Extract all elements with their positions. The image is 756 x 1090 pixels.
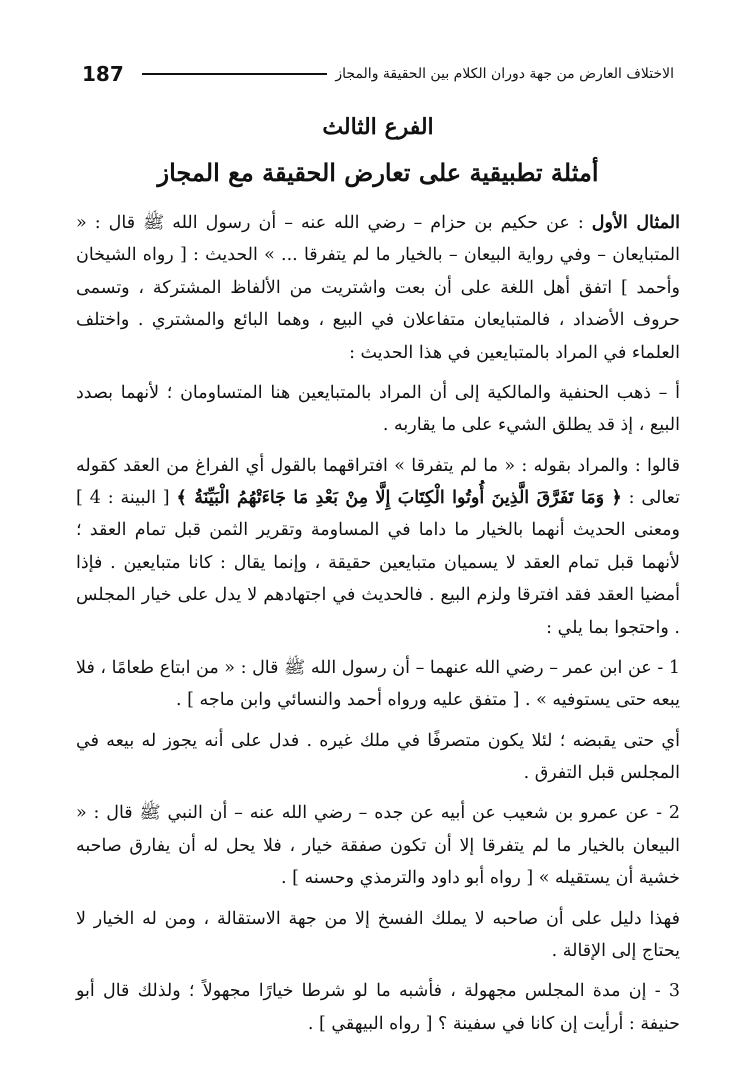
paragraph-text: قالوا : والمراد بقوله : « ما لم يتفرقا » افتراقهما بالقول أي الفراغ من العقد كقوله تعالى : <box>76 455 680 508</box>
header-rule <box>142 73 328 75</box>
paragraph-text: : عن حكيم بن حزام – رضي الله عنه – أن رسول الله ﷺ قال : « المتبايعان – وفي رواية البيعان – بالخيار ما لم يتفرقا ... » الحديث : [ رواه الشيخان وأحمد ] اتفق أهل اللغة على أن بعت واشتريت من الألفاظ المشتركة ، وتسمى حروف الأضداد ، فالمتبايعان متفاعلان في البيع ، وهما البائع والمشتري . واختلف العلماء في المراد بالمتبايعين في هذا الحديث : <box>76 213 680 363</box>
paragraph-evidence-1: 1 - عن ابن عمر – رضي الله عنهما – أن رسول الله ﷺ قال : « من ابتاع طعامًا ، فلا يبعه حتى يستوفيه » . [ متفق عليه ورواه أحمد والنسائي وابن ماجه ] . <box>76 657 680 711</box>
page-number: 187 <box>82 62 124 86</box>
paragraph-evidence-2-explanation: فهذا دليل على أن صاحبه لا يملك الفسخ إلا من جهة الاستقالة ، ومن له الخيار لا يحتاج إلى الإقالة . <box>76 908 680 961</box>
running-title: الاختلاف العارض من جهة دوران الكلام بين الحقيقة والمجاز <box>335 66 674 82</box>
example-label: المثال الأول <box>591 213 680 233</box>
paragraph-evidence-3: 3 - إن مدة المجلس مجهولة ، فأشبه ما لو شرطا خيارًا مجهولاً ؛ ولذلك قال أبو حنيفة : أرأيت إن كانا في سفينة ؟ [ رواه البيهقي ] . <box>76 981 680 1034</box>
paragraph-hanafi-opinion: أ – ذهب الحنفية والمالكية إلى أن المراد بالمتبايعين هنا المتساومان ؛ لأنهما بصدد البيع ، إذ قد يطلق الشيء على ما يقاربه . <box>76 382 680 436</box>
paragraph-evidence-2: 2 - عن عمرو بن شعيب عن أبيه عن جده – رضي الله عنه – أن النبي ﷺ قال : « البيعان بالخيار ما لم يتفرقا إلا أن تكون صفقة خيار ، فلا يحل له أن يفارق صاحبه خشية أن يستقيله » [ رواه أبو داود والترمذي وحسنه ] . <box>76 803 680 889</box>
paragraph-text: [ البينة : 4 ] ومعنى الحديث أنهما بالخيار ما داما في المساومة وتقرير الثمن قبل تمام العقد ؛ لأنهما قبل تمام العقد لا يسميان متبايعين حقيقة ، وإنما يقال : كانا متبايعين . فإذا أمضيا العقد فقد افترقا ولزم البيع . فالحديث في اجتهادهم لا يدل على خيار المجلس . واحتجوا بما يلي : <box>76 488 680 638</box>
page-header <box>82 56 674 92</box>
paragraph-evidence-1-explanation: أي حتى يقبضه ؛ لئلا يكون متصرفًا في ملك غيره . فدل على أنه يجوز له بيعه في المجلس قبل التفرق . <box>76 730 680 783</box>
section-subtitle: أمثلة تطبيقية على تعارض الحقيقة مع المجاز <box>157 158 599 187</box>
paragraph-explanation <box>76 450 680 644</box>
section-title: الفرع الثالث <box>322 114 434 140</box>
page-content <box>76 104 680 1050</box>
quran-verse: ﴿ وَمَا تَفَرَّقَ الَّذِينَ أُوتُوا الْكِتَابَ إِلَّا مِنْ بَعْدِ مَا جَاءَتْهُمُ الْبَيِّنَةُ ﴾ <box>176 488 622 508</box>
paragraph-first-example <box>76 207 680 369</box>
